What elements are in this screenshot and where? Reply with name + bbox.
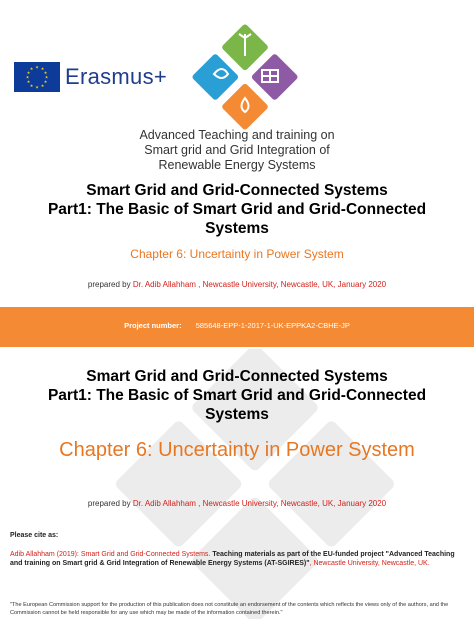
prepared-by: prepared by Dr. Adib Allahham , Newcastle University, Newcastle, UK, January 2020 (87, 280, 387, 289)
prepared-by-repeat: prepared by Dr. Adib Allahham , Newcastle University, Newcastle, UK, January 2020 (87, 499, 387, 508)
author-info: Dr. Adib Allahham , Newcastle University, Newcastle, UK, January 2020 (132, 499, 387, 508)
svg-text:★: ★ (25, 74, 30, 80)
chapter-title: Chapter 6: Uncertainty in Power System (130, 247, 344, 261)
erasmus-label: Erasmus+ (65, 64, 168, 89)
svg-text:★: ★ (43, 70, 48, 75)
course-title: Smart Grid and Grid-Connected Systems Part1: The Basic of Smart Grid and Grid-Connected Systems (47, 182, 427, 237)
eu-flag-icon (14, 62, 60, 92)
svg-text:★: ★ (35, 64, 39, 70)
svg-text:★: ★ (40, 83, 45, 88)
svg-text:★: ★ (29, 66, 34, 71)
svg-text:★: ★ (44, 74, 49, 80)
cite-label: Please cite as: (10, 532, 59, 539)
eu-disclaimer: "The European Commission support for the production of this publication does not constitute an endorsement of the contents which reflects the views only of the authors, and the Commission cannot be held responsible for any use which may be made of the information contained therein." (10, 602, 449, 616)
project-name: Advanced Teaching and training on Smart grid and Grid Integration of Renewable Energy Systems (139, 128, 335, 172)
project-number-band (0, 307, 474, 347)
citation-slide (0, 347, 474, 632)
course-title-repeat: Smart Grid and Grid-Connected Systems Part1: The Basic of Smart Grid and Grid-Connected Systems (47, 368, 427, 423)
erasmus-logo (14, 62, 167, 92)
citation-text: Adib Allahham (2019): Smart Grid and Grid-Connected Systems. Teaching materials as part of the EU-funded project "Advanced Teaching and training on Smart grid & Grid Integration of Renewable Energy Systems (AT-SGIRES)", Newcastle University, Newcastle, UK. (10, 551, 455, 567)
project-number: Project number: 585648-EPP-1-2017-1-UK-EPPKA2-CBHE-JP (124, 321, 350, 330)
chapter-title-large: Chapter 6: Uncertainty in Power System (59, 439, 415, 461)
author-info: Dr. Adib Allahham , Newcastle University, Newcastle, UK, January 2020 (132, 280, 387, 289)
svg-text:★: ★ (43, 79, 48, 84)
svg-text:★: ★ (26, 70, 31, 75)
svg-text:★: ★ (26, 79, 31, 84)
svg-text:★: ★ (40, 66, 45, 71)
svg-text:★: ★ (29, 83, 34, 88)
svg-text:★: ★ (35, 84, 39, 90)
renewable-energy-tiles-icon (190, 22, 300, 132)
